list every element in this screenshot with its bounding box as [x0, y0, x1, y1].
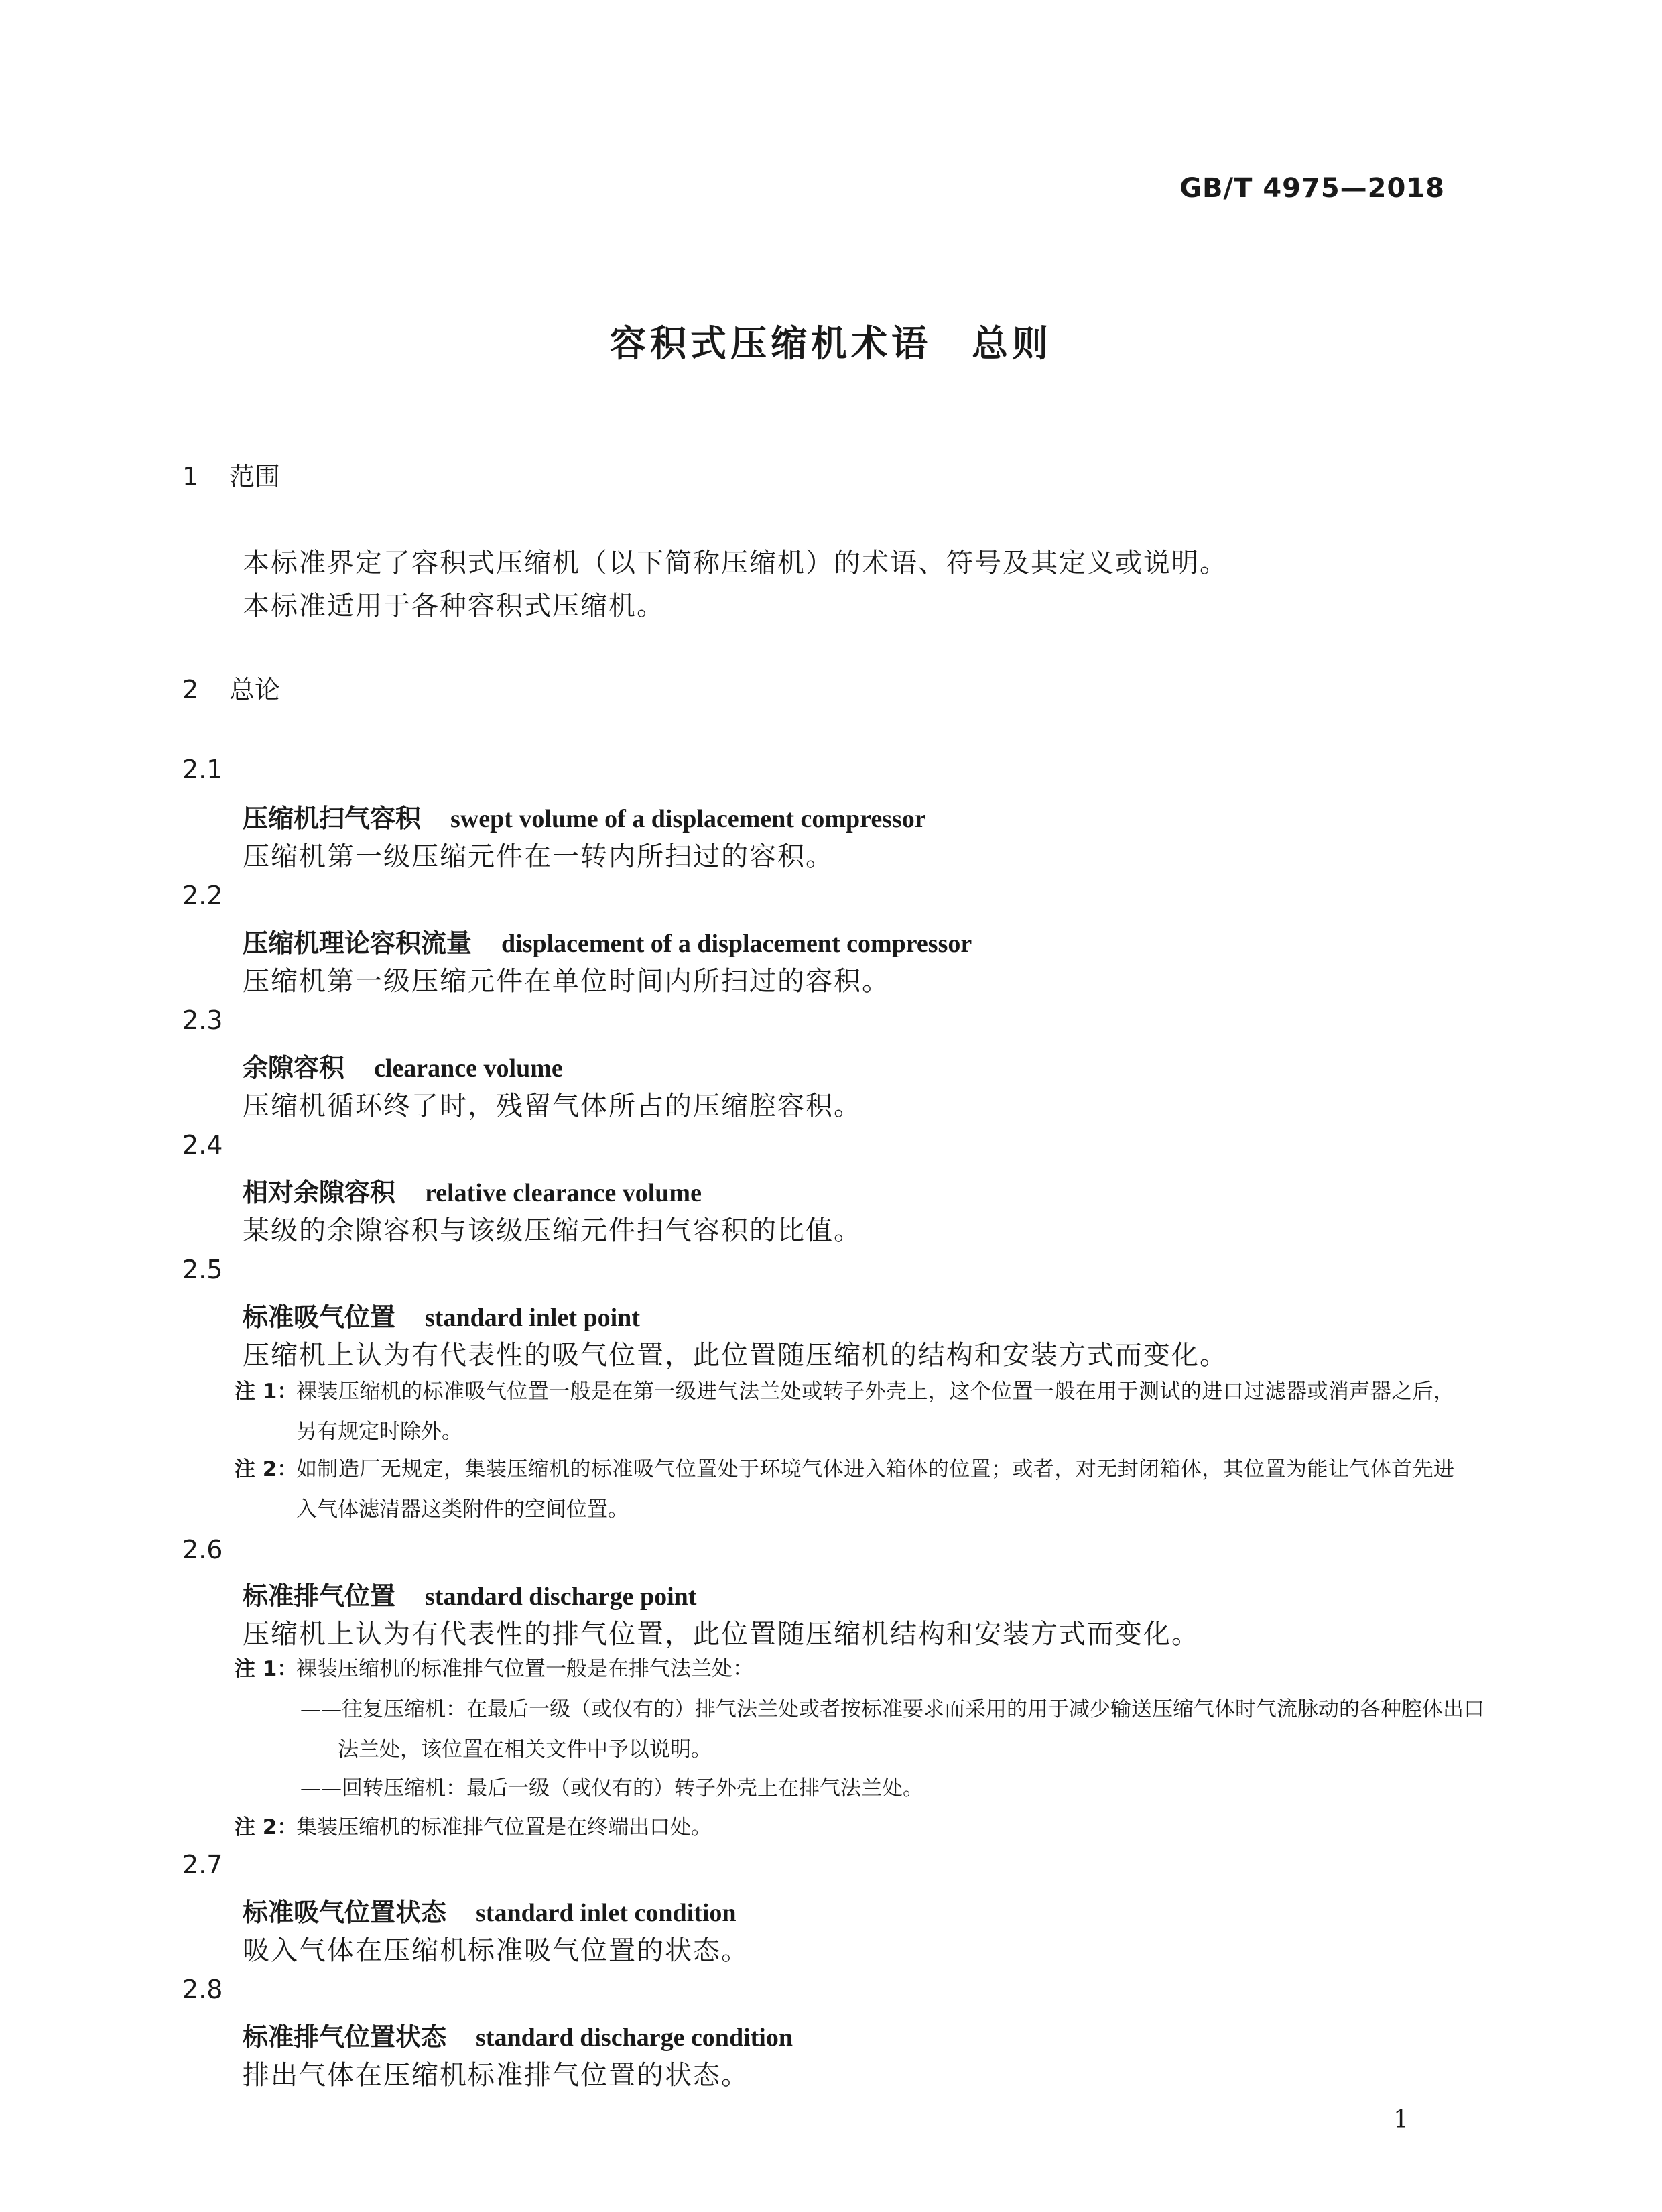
- term-definition: 吸入气体在压缩机标准吸气位置的状态。: [243, 1935, 749, 1966]
- scope-paragraph-1: 本标准界定了容积式压缩机（以下简称压缩机）的术语、符号及其定义或说明。: [243, 548, 1228, 578]
- scope-paragraph-2: 本标准适用于各种容积式压缩机。: [243, 591, 665, 621]
- section-title: 范围: [229, 462, 281, 491]
- clause-number: 2.1: [182, 755, 223, 784]
- note: [235, 1449, 1454, 1530]
- term-en: standard discharge condition: [476, 2024, 793, 2052]
- clause-number: 2.4: [182, 1130, 223, 1160]
- term-definition: 压缩机第一级压缩元件在一转内所扫过的容积。: [243, 841, 834, 872]
- note: [235, 1649, 1454, 1689]
- page-number: 1: [1393, 2106, 1409, 2134]
- term-definition: 压缩机循环终了时，残留气体所占的压缩腔容积。: [243, 1091, 862, 1121]
- note-label: 注 1：: [235, 1657, 298, 1681]
- term-entry: [243, 1575, 696, 1612]
- clause-number: 2.5: [182, 1255, 223, 1284]
- term-en: standard inlet point: [425, 1304, 640, 1332]
- note-text: 裸装压缩机的标准吸气位置一般是在第一级进气法兰处或转子外壳上，这个位置一般在用于测试的进口过滤器或消声器之后，另有规定时除外。: [296, 1379, 1454, 1444]
- term-en: standard discharge point: [425, 1583, 697, 1611]
- note-text: 裸装压缩机的标准排气位置一般是在排气法兰处：: [296, 1657, 753, 1681]
- clause-number: 2.7: [182, 1850, 223, 1880]
- note: [235, 1371, 1454, 1452]
- term-entry: [243, 1892, 737, 1928]
- term-zh: 压缩机理论容积流量: [243, 928, 472, 958]
- term-entry: [243, 798, 926, 835]
- note-label: 注 2：: [235, 1815, 298, 1839]
- term-definition: 某级的余隙容积与该级压缩元件扫气容积的比值。: [243, 1215, 862, 1246]
- term-definition: 压缩机上认为有代表性的排气位置，此位置随压缩机结构和安装方式而变化。: [243, 1619, 1200, 1650]
- term-en: clearance volume: [374, 1054, 563, 1083]
- term-zh: 标准排气位置状态: [243, 2022, 447, 2052]
- term-zh: 标准排气位置: [243, 1581, 396, 1611]
- term-en: relative clearance volume: [425, 1179, 702, 1207]
- note-text: 集装压缩机的标准排气位置是在终端出口处。: [296, 1815, 712, 1839]
- term-zh: 标准吸气位置状态: [243, 1898, 447, 1927]
- term-en: displacement of a displacement compressor: [501, 930, 972, 958]
- section-title: 总论: [229, 675, 281, 704]
- term-en: swept volume of a displacement compressor: [450, 805, 926, 833]
- document-title: 容积式压缩机术语 总则: [610, 322, 1052, 365]
- dash-list-item: ——往复压缩机：在最后一级（或仅有的）排气法兰处或者按标准要求而采用的用于减少输送压缩气体时气流脉动的各种腔体出口法兰处，该位置在相关文件中予以说明。: [300, 1697, 1484, 1762]
- term-definition: 压缩机第一级压缩元件在单位时间内所扫过的容积。: [243, 966, 890, 997]
- section-heading-general: [182, 669, 280, 706]
- dash-list-item: ——回转压缩机：最后一级（或仅有的）转子外壳上在排气法兰处。: [300, 1776, 923, 1800]
- note-text: 如制造厂无规定，集装压缩机的标准吸气位置处于环境气体进入箱体的位置；或者，对无封闭箱体，其位置为能让气体首先进入气体滤清器这类附件的空间位置。: [296, 1457, 1454, 1522]
- note: [235, 1807, 1454, 1847]
- term-zh: 相对余隙容积: [243, 1178, 396, 1207]
- standard-code: GB/T 4975—2018: [1179, 173, 1445, 204]
- section-number: 2: [182, 675, 199, 704]
- term-zh: 压缩机扫气容积: [243, 804, 422, 833]
- term-en: standard inlet condition: [476, 1899, 737, 1927]
- term-definition: 排出气体在压缩机标准排气位置的状态。: [243, 2060, 749, 2091]
- section-number: 1: [182, 462, 199, 491]
- clause-number: 2.6: [182, 1535, 223, 1564]
- note-label: 注 2：: [235, 1457, 298, 1481]
- clause-number: 2.3: [182, 1005, 223, 1035]
- term-zh: 标准吸气位置: [243, 1302, 396, 1332]
- term-entry: [243, 1172, 702, 1209]
- section-heading-scope: [182, 456, 280, 493]
- term-zh: 余隙容积: [243, 1053, 345, 1083]
- term-entry: [243, 1296, 640, 1333]
- term-entry: [243, 922, 972, 959]
- term-entry: [243, 1047, 563, 1084]
- clause-number: 2.2: [182, 881, 223, 910]
- clause-number: 2.8: [182, 1975, 223, 2004]
- term-definition: 压缩机上认为有代表性的吸气位置，此位置随压缩机的结构和安装方式而变化。: [243, 1340, 1228, 1371]
- note-label: 注 1：: [235, 1379, 298, 1404]
- term-entry: [243, 2016, 793, 2053]
